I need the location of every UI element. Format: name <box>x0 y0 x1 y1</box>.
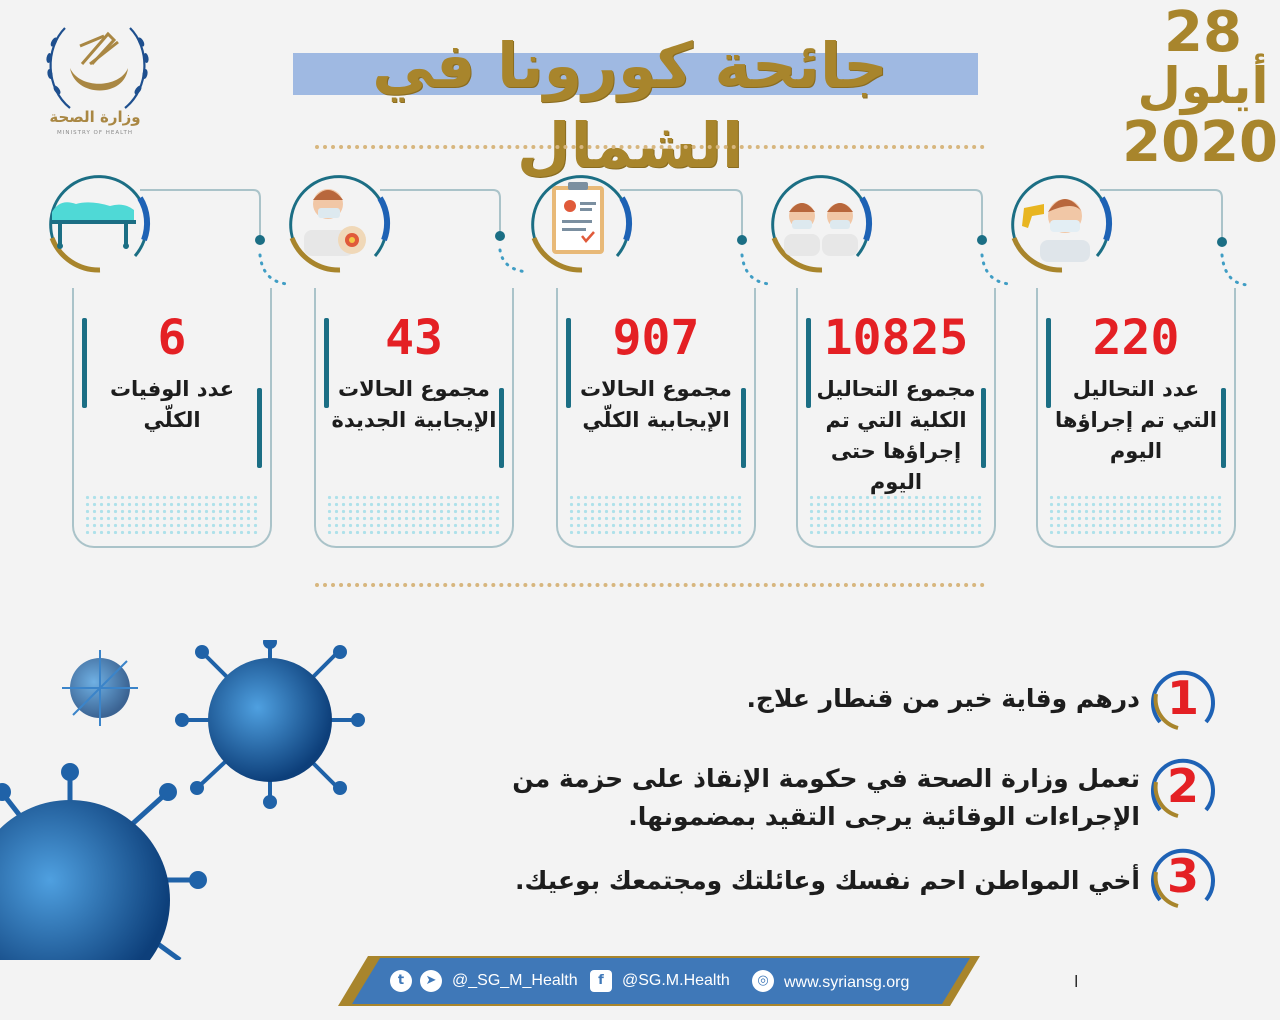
stat-card-tests-today <box>1036 288 1236 548</box>
thermometer-doctor-icon <box>1002 168 1122 278</box>
footer-website-link[interactable]: www.syriansg.org <box>784 974 910 991</box>
stat-value: 6 <box>157 310 187 366</box>
stat-card-total-deaths <box>72 288 272 548</box>
page-title: جائحة كورونا في الشمال <box>372 29 888 182</box>
ministry-name-en: MINISTRY OF HEALTH <box>57 130 133 136</box>
card-accent-bar <box>257 388 262 468</box>
footer-facebook-handle[interactable]: @SG.M.Health <box>622 972 730 989</box>
card-dot-pattern <box>84 494 260 534</box>
stat-label: مجموع الحالات الإيجابية الكلّي <box>580 377 732 432</box>
dotted-divider-bottom <box>315 583 985 587</box>
ministry-name-ar: وزارة الصحة <box>49 108 141 126</box>
tip-number: 3 <box>1166 849 1199 903</box>
stat-value: 220 <box>1092 310 1180 366</box>
stat-value: 907 <box>612 310 700 366</box>
clipboard-virus-icon <box>522 168 642 278</box>
patient-virus-icon <box>280 168 400 278</box>
twitter-icon[interactable]: t <box>390 970 412 992</box>
tip-number: 2 <box>1166 759 1199 813</box>
globe-icon[interactable]: ◎ <box>752 970 774 992</box>
card-accent-bar <box>499 388 504 468</box>
dotted-divider-top <box>315 145 985 149</box>
tip-text: تعمل وزارة الصحة في حكومة الإنقاذ على حزمة من الإجراءات الوقائية يرجى التقيد بمضمونها. <box>512 764 1140 831</box>
tip-number: 1 <box>1166 671 1199 725</box>
card-accent-bar <box>1221 388 1226 468</box>
two-doctors-icon <box>762 168 882 278</box>
covered-body-stretcher-icon <box>40 168 160 278</box>
coronavirus-illustration-icon <box>0 640 380 960</box>
tip-text: درهم وقاية خير من قنطار علاج. <box>746 684 1140 713</box>
stat-value: 43 <box>385 310 443 366</box>
tip-text: أخي المواطن احم نفسك وعائلتك ومجتمعك بوعيك. <box>515 866 1140 895</box>
stat-label: عدد التحاليل التي تم إجراؤها اليوم <box>1055 377 1217 463</box>
stat-value: 10825 <box>823 310 969 366</box>
date-year: 2020 <box>1122 110 1278 175</box>
card-dot-pattern <box>808 494 984 534</box>
card-dot-pattern <box>1048 494 1224 534</box>
telegram-icon[interactable]: ➤ <box>420 970 442 992</box>
stat-label: عدد الوفيات الكلّي <box>109 377 235 432</box>
card-dot-pattern <box>568 494 744 534</box>
footer-twitter-handle[interactable]: @_SG_M_Health <box>452 972 578 989</box>
date-day: 28 <box>1164 0 1242 65</box>
stat-label: مجموع التحاليل الكلية التي تم إجراؤها حتى اليوم <box>816 377 976 494</box>
page-marker: ا <box>1074 972 1079 991</box>
stat-card-new-positive <box>314 288 514 548</box>
card-accent-bar <box>981 388 986 468</box>
stat-card-total-positive <box>556 288 756 548</box>
date-month: أيلول <box>1137 57 1269 115</box>
stat-label: مجموع الحالات الإيجابية الجديدة <box>331 377 497 432</box>
stat-card-total-tests <box>796 288 996 548</box>
facebook-icon[interactable]: f <box>590 970 612 992</box>
card-dot-pattern <box>326 494 502 534</box>
card-accent-bar <box>741 388 746 468</box>
